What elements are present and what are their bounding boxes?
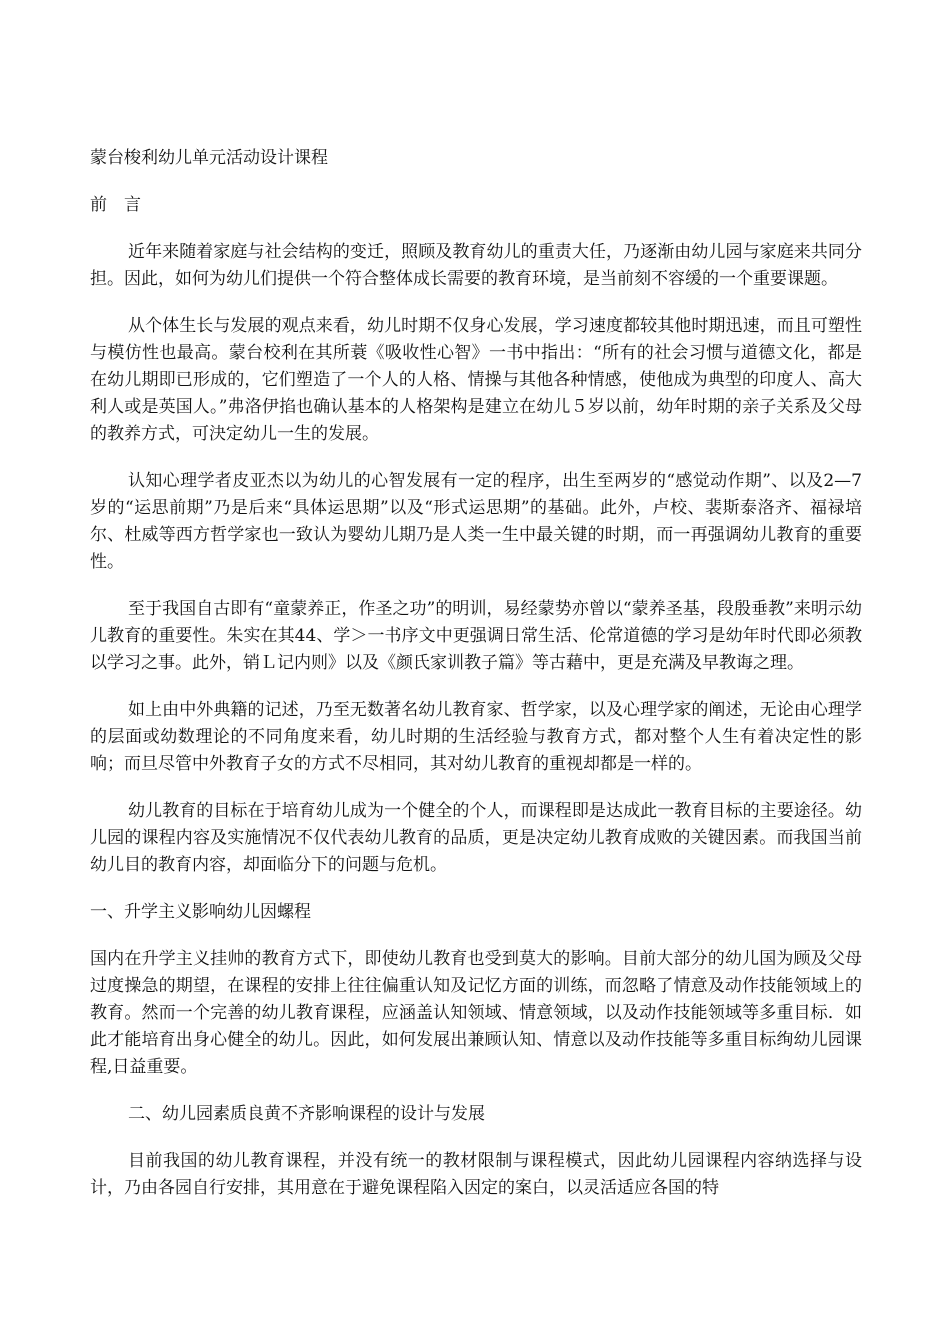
document-title: 蒙台梭利幼儿单元活动设计课程 — [90, 148, 328, 168]
preface-heading: 前 言 — [90, 195, 141, 215]
section-2-body: 目前我国的幼儿教育课程，并没有统一的教材限制与课程模式，因此幼儿园课程内容纳选择与设计，乃由各园自行安排，其用意在于避免课程陷入因定的案白，以灵活适应各国的特 — [90, 1151, 862, 1198]
paragraph-4: 至于我国自古即有“童蒙养正，作圣之功”的明训，易经蒙势亦曾以“蒙养圣基，段殷垂教”来明示幼儿教育的重要性。朱实在其44、学＞一书序文中更强调日常生活、伦常道德的学习是幼年时代即必须教以学习之事。此外，销Ｌ记内则》以及《颜氏家训教子篇》等古藉中，更是充满及早教诲之理。 — [90, 599, 862, 673]
paragraph-6: 幼儿教育的目标在于培育幼儿成为一个健全的个人，而课程即是达成此一教育目标的主要途径。幼儿园的课程内容及实施情况不仅代表幼儿教育的品质，更是决定幼儿教育成败的关键因素。而我国当前幼儿目的教育内容，却面临分下的问题与危机。 — [90, 801, 862, 875]
document-page — [90, 145, 862, 1202]
section-1-body: 国内在升学主义挂帅的教育方式下，即使幼儿教育也受到莫大的影响。目前大部分的幼儿国为顾及父母过度操急的期望，在课程的安排上往往偏重认知及记忆方面的训练，而忽略了情意及动作技能领域上的教育。然而一个完善的幼儿教育课程，应涵盖认知领域、情意领域，以及动作技能领域等多重目标．如此才能培育出身心健全的幼儿。因此，如何发展出兼顾认知、情意以及动作技能等多重目标绚幼儿园课程,日益重要。 — [90, 949, 862, 1077]
paragraph-2: 从个体生长与发展的观点来看，幼儿时期不仅身心发展，学习速度都较其他时期迅速，而且可塑性与模仿性也最高。蒙台校利在其所蓑《吸收性心智》一书中指出：“所有的社会习惯与道德文化，都是在幼儿期即已形成的，它们塑造了一个人的人格、情操与其他各种情感，使他成为典型的印度人、高大利人或是英国人。”弗洛伊掐也确认基本的人格架构是建立在幼儿５岁以前，幼年时期的亲子关系及父母的教养方式，可決定幼儿一生的发展。 — [90, 316, 862, 444]
paragraph-1: 近年来随着家庭与社会结构的变迁，照顾及教育幼儿的重责大任，乃逐渐由幼儿园与家庭来共同分担。因此，如何为幼儿们提供一个符合整体成长需要的教育环境，是当前刻不容缓的一个重要课题。 — [90, 242, 862, 289]
section-2-heading: 二、幼儿园素质良黄不齐影响课程的设计与发展 — [128, 1104, 485, 1124]
paragraph-5: 如上由中外典籍的记述，乃至无数著名幼儿教育家、哲学家，以及心理学家的阐述，无论由心理学的层面或幼数理论的不同角度来看，幼儿时期的生活经验与教育方式，都对整个人生有着决定性的影响；而旦尽管中外教育子女的方式不尽相同，其对幼儿教育的重视却都是一样的。 — [90, 700, 862, 774]
section-1-heading: 一、升学主义影响幼儿因螺程 — [90, 902, 311, 922]
paragraph-3: 认知心理学者皮亚杰以为幼儿的心智发展有一定的程序，出生至两岁的“感觉动作期”、以及2—7岁的“运思前期”乃是后来“具体运思期”以及“形式运思期”的基础。此外，卢校、裴斯泰洛齐、福禄培尔、杜威等西方哲学家也一致认为婴幼儿期乃是人类一生中最关键的时期，而一再强调幼儿教育的重要性。 — [90, 471, 862, 572]
